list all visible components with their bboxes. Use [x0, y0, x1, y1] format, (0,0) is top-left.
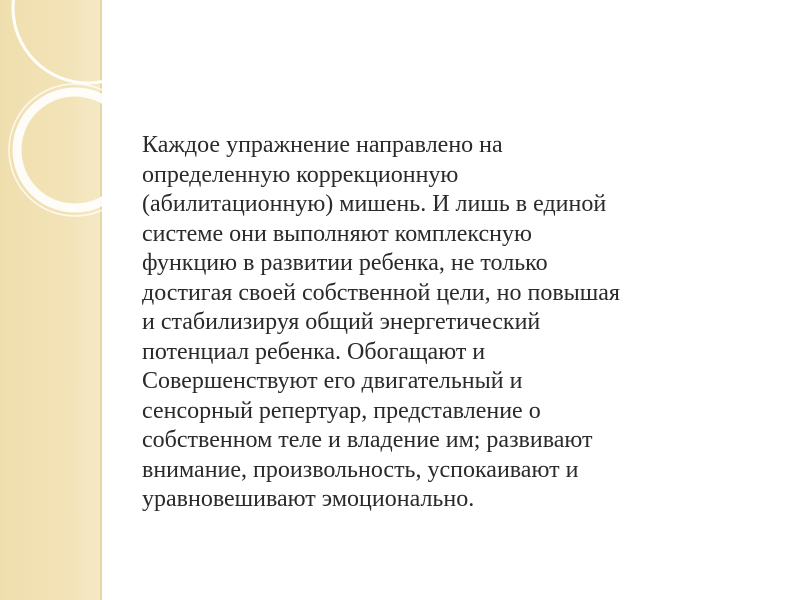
body-paragraph: Каждое упражнение направлено на определенную коррекционную (абилитационную) мишень. И лишь в единой системе они выполняют комплексную функцию в развитии ребенка, не только достигая своей собственной цели, но повышая и стабилизируя общий энергетический потенциал ребенка. Обогащают и Совершенствуют его двигательный и сенсорный репертуар, представление о собственном теле и владение им; развивают внимание, произвольность, успокаивают и уравновешивают эмоционально.: [142, 132, 620, 512]
